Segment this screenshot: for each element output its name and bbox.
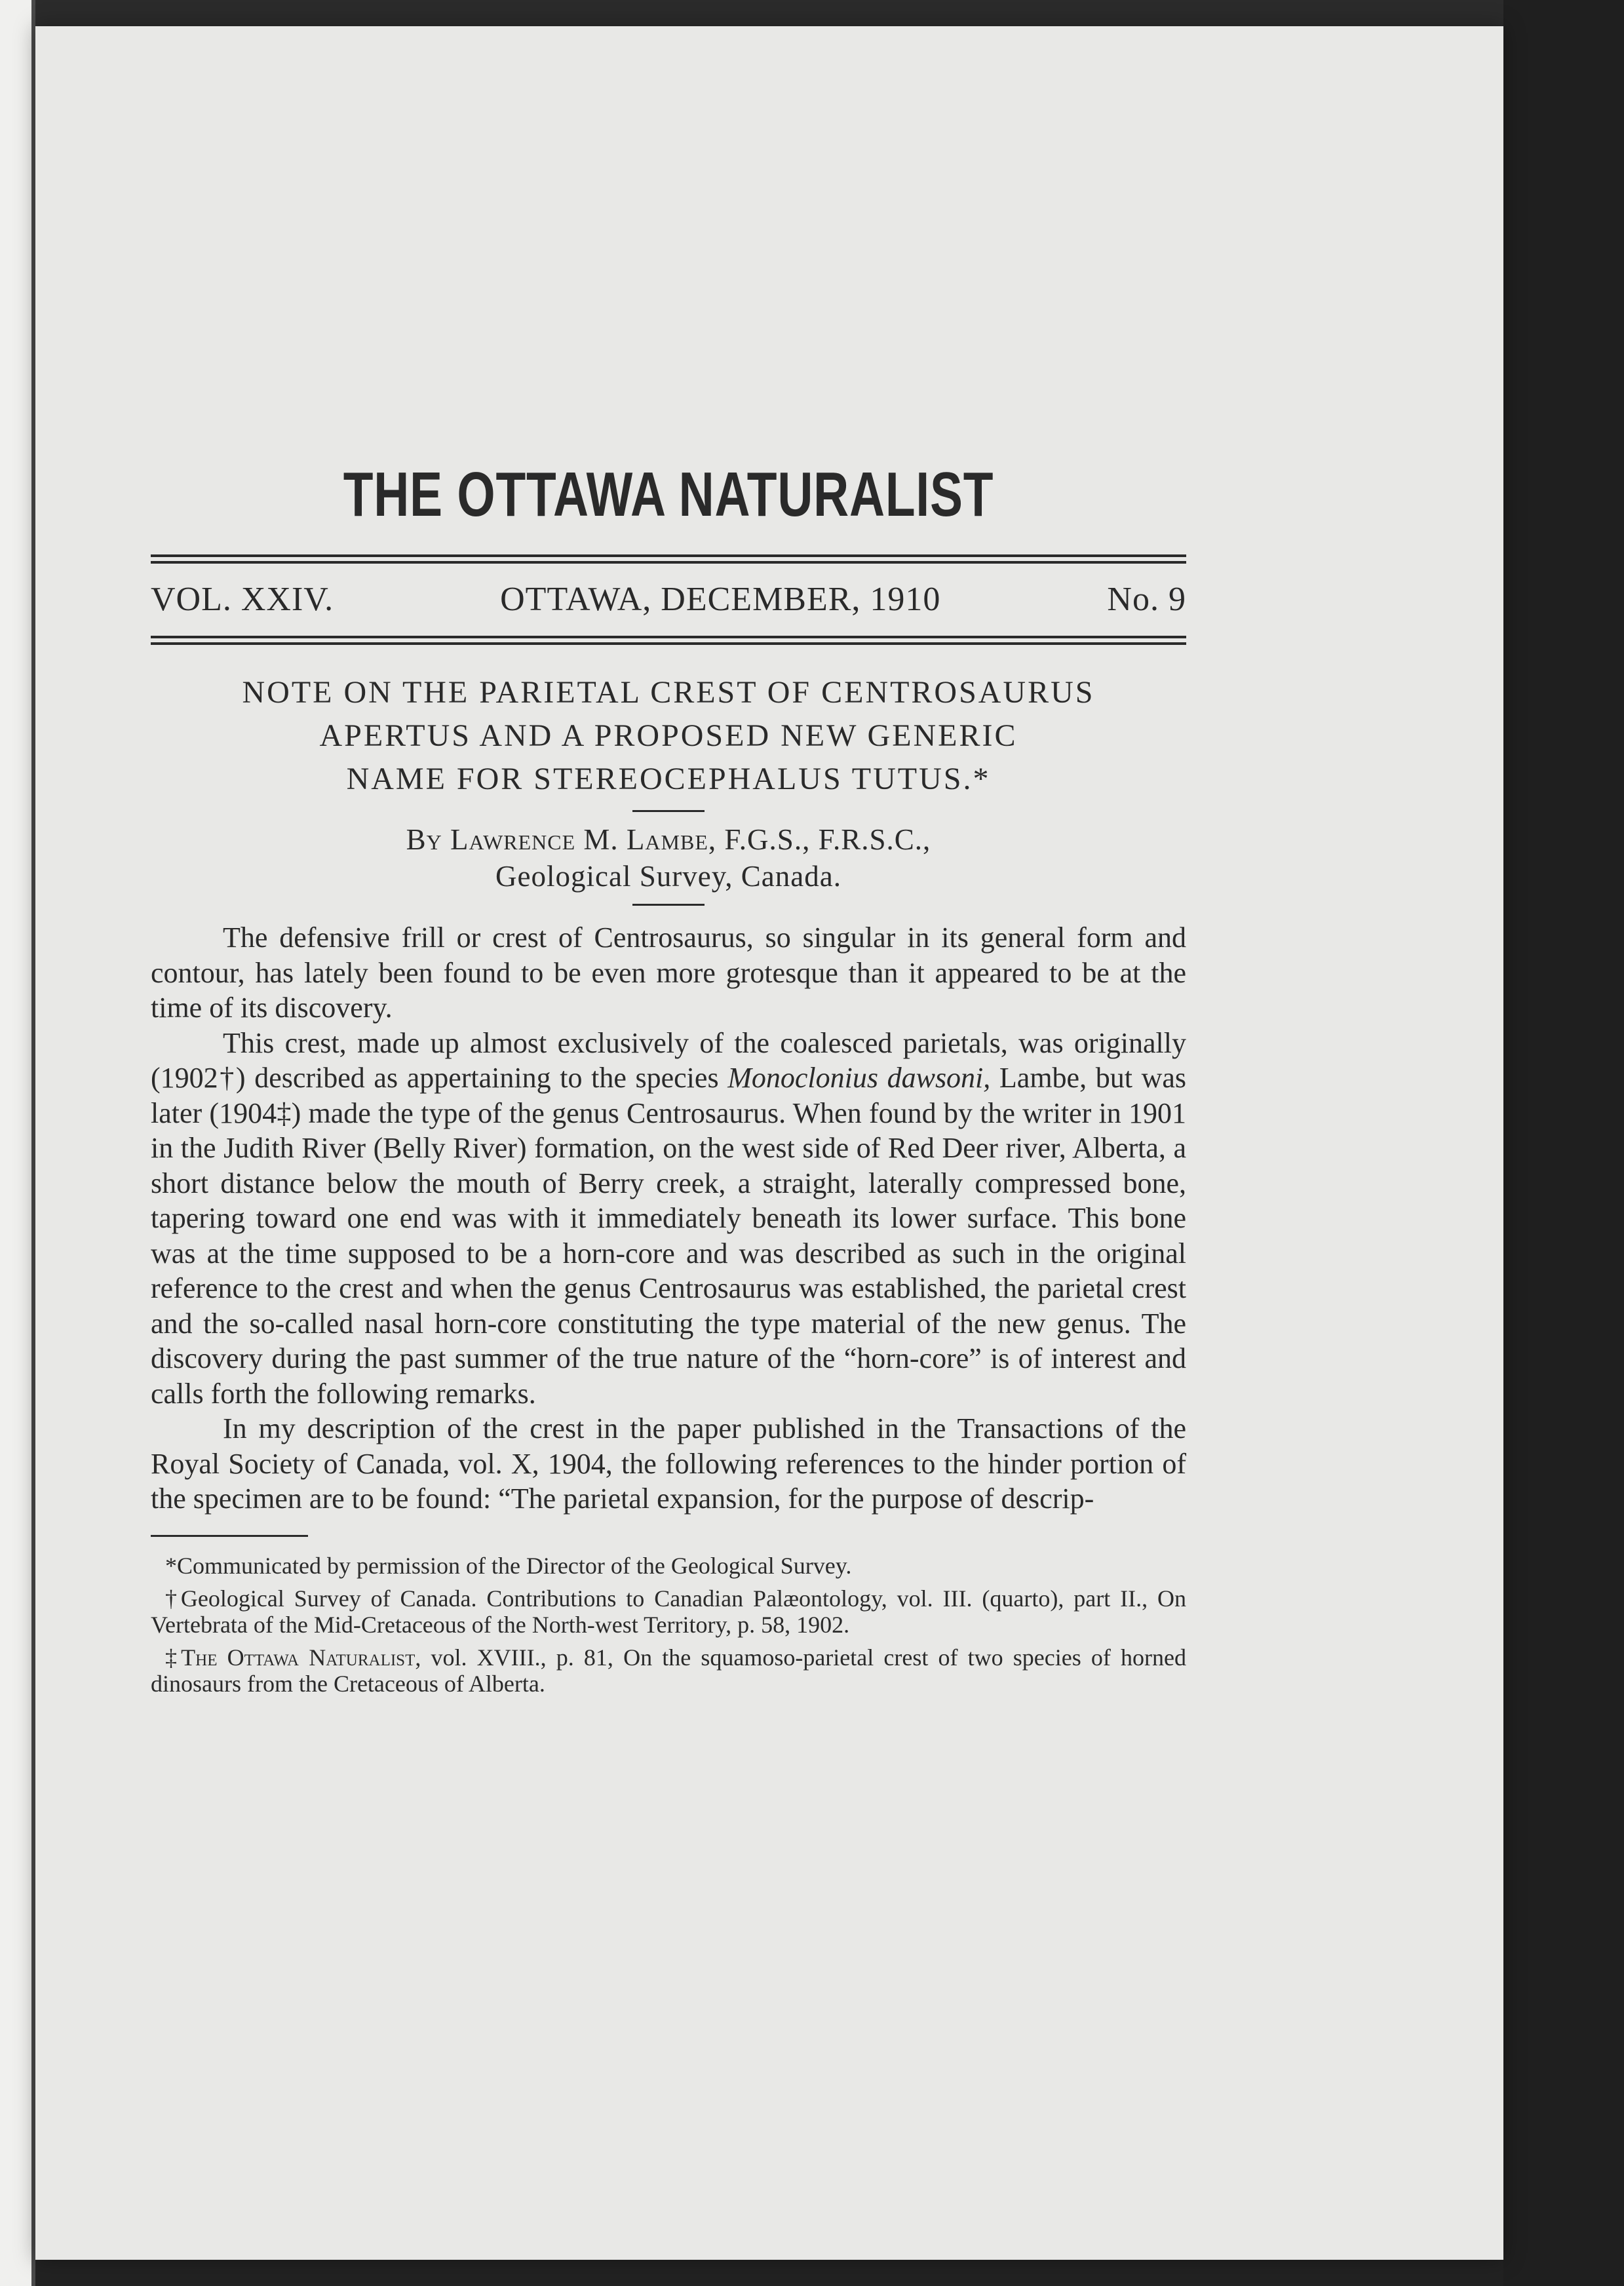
- body-paragraph-3: In my description of the crest in the paper published in the Transactions of the Royal Society of Canada, vol. X, 1904, the following references to the hinder portion of the specimen are to be found: “The parietal expansion, for the purpose of descrip-: [151, 1412, 1186, 1515]
- species-name: Monoclonius dawsoni,: [727, 1062, 991, 1094]
- body-paragraph-1: The defensive frill or crest of Centrosaurus, so singular in its general form and contour, has lately been found to be even more grotesque than it appeared to be at the time of its discovery.: [151, 921, 1186, 1024]
- page-content: [151, 459, 1186, 1703]
- scan-left-page-edge: [0, 0, 35, 2286]
- author-affiliation: Geological Survey, Canada.: [495, 860, 841, 893]
- volume-label: VOL. XXIV.: [151, 581, 334, 618]
- byline-block: [151, 821, 1186, 895]
- article-title-line: APERTUS AND A PROPOSED NEW GENERIC: [319, 718, 1018, 753]
- footnote-2: †Geological Survey of Canada. Contributions to Canadian Palæontology, vol. III. (quarto), part II., On Vertebrata of the Mid-Cretaceous of the North-west Territory, p. 58, 1902.: [151, 1585, 1186, 1638]
- footnote-3: [151, 1644, 1186, 1697]
- byline-divider: [632, 904, 705, 906]
- body-paragraph-2-rest: Lambe, but was later (1904‡) made the type of the genus Centrosaurus. When found by the writer in 1901 in the Judith River (Belly River) formation, on the west side of Red Deer river, Alberta, a short distance below the mouth of Berry creek, a straight, laterally compressed bone, tapering toward one end was with it immediately beneath its lower surface. This bone was at the time supposed to be a horn-core and was described as such in the original reference to the crest and when the genus Centrosaurus was established, the parietal crest and the so-called nasal horn-core constituting the type material of the new genus. The discovery during the past summer of the true nature of the “horn-core” is of interest and calls forth the following remarks.: [151, 1062, 1187, 1410]
- journal-title: THE OTTAWA NATURALIST: [343, 459, 994, 530]
- header-rule-top: [151, 554, 1186, 564]
- footnote-rule: [151, 1535, 308, 1537]
- footnote-3-journal: The Ottawa Naturalist: [181, 1644, 416, 1671]
- body-paragraph-2: [151, 1026, 1186, 1412]
- article-title-line: NAME FOR STEREOCEPHALUS TUTUS.*: [346, 762, 991, 796]
- header-rule-bottom: [151, 636, 1186, 645]
- article-body: [151, 920, 1186, 1517]
- place-date-label: OTTAWA, DECEMBER, 1910: [500, 581, 941, 618]
- body-paragraph-2-start: This crest, made up almost exclusively of the coalesced parietals, was originally (1902†) described as appertaining to the species: [151, 1026, 1186, 1094]
- author-byline: By Lawrence M. Lambe, F.G.S., F.R.S.C.,: [406, 823, 931, 856]
- article-title: [151, 671, 1186, 801]
- footnote-3-mark: ‡: [165, 1644, 182, 1671]
- footnote-1: *Communicated by permission of the Director of the Geological Survey.: [165, 1552, 852, 1579]
- footnotes: [151, 1553, 1186, 1697]
- article-title-line: NOTE ON THE PARIETAL CREST OF CENTROSAURUS: [242, 675, 1095, 710]
- issue-line: [151, 564, 1186, 636]
- issue-number: No. 9: [1107, 581, 1186, 618]
- scan-right-margin: [1503, 0, 1624, 2286]
- footnote-3-text: , vol. XVIII., p. 81, On the squamoso-parietal crest of two species of horned dinosaurs from the Cretaceous of Alberta.: [151, 1644, 1187, 1697]
- title-divider: [632, 810, 705, 812]
- scan-bottom-margin: [35, 2260, 1503, 2286]
